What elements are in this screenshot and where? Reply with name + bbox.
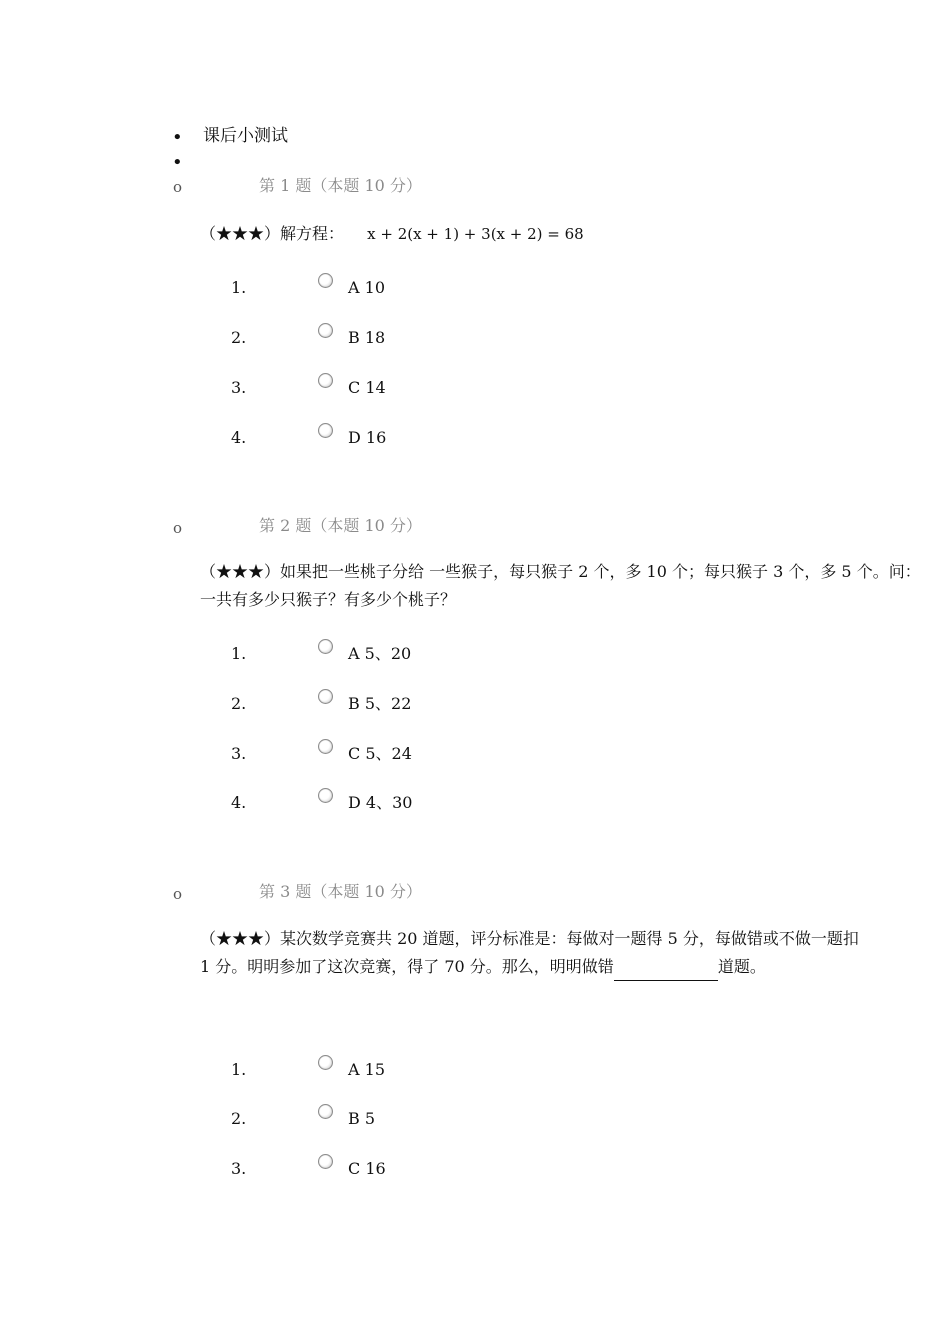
option-label[interactable]: C 16: [348, 1159, 386, 1178]
radio-button[interactable]: [318, 639, 333, 654]
equation: x + 2(x + 1) + 3(x + 2) = 68: [367, 225, 584, 243]
difficulty-stars: （★★★）: [200, 929, 281, 948]
radio-button[interactable]: [318, 1055, 333, 1070]
option-label[interactable]: A 15: [348, 1060, 385, 1079]
radio-button[interactable]: [318, 739, 333, 754]
question-text: [200, 558, 928, 614]
radio-button[interactable]: [318, 1104, 333, 1119]
question-prompt: 解方程：: [280, 224, 345, 243]
difficulty-stars: （★★★）: [200, 562, 281, 581]
radio-button[interactable]: [318, 323, 333, 338]
list-bullet: •: [172, 152, 183, 173]
option-label[interactable]: B 18: [348, 328, 386, 347]
question-header: 第 1 题（本题 10 分）: [259, 176, 422, 195]
question-prompt: 如果把一些桃子分给 一些猴子，每只猴子 2 个，多 10 个；每只猴子 3 个，多 5 个。问：一共有多少只猴子？有多少个桃子？: [200, 562, 921, 609]
difficulty-stars: （★★★）: [200, 224, 281, 243]
option-number: 2.: [231, 328, 247, 347]
option-number: 1.: [231, 644, 247, 663]
option-number: 3.: [231, 1159, 247, 1178]
radio-button[interactable]: [318, 273, 333, 288]
option-number: 4.: [231, 428, 247, 447]
option-number: 1.: [231, 1060, 247, 1079]
option-label[interactable]: D 4、30: [348, 793, 413, 812]
section-title: 课后小测试: [203, 126, 288, 146]
sublist-marker: o: [173, 519, 183, 537]
radio-button[interactable]: [318, 373, 333, 388]
question-text: [200, 220, 940, 248]
option-number: 2.: [231, 694, 247, 713]
sublist-marker: o: [173, 178, 183, 196]
radio-button[interactable]: [318, 423, 333, 438]
question-header: 第 2 题（本题 10 分）: [259, 516, 422, 535]
question-text: [200, 925, 865, 981]
option-number: 3.: [231, 744, 247, 763]
radio-button[interactable]: [318, 1154, 333, 1169]
option-label[interactable]: A 10: [348, 278, 385, 297]
option-label[interactable]: A 5、20: [348, 644, 412, 663]
radio-button[interactable]: [318, 689, 333, 704]
option-label[interactable]: B 5: [348, 1109, 376, 1128]
answer-blank: [614, 962, 718, 981]
sublist-marker: o: [173, 885, 183, 903]
option-label[interactable]: D 16: [348, 428, 387, 447]
option-number: 2.: [231, 1109, 247, 1128]
list-bullet: •: [172, 127, 183, 148]
option-label[interactable]: C 5、24: [348, 744, 412, 763]
option-label[interactable]: B 5、22: [348, 694, 412, 713]
question-prompt-end: 道题。: [717, 957, 766, 976]
option-label[interactable]: C 14: [348, 378, 386, 397]
option-number: 1.: [231, 278, 247, 297]
question-prompt: 某次数学竞赛共 20 道题，评分标准是：每做对一题得 5 分，每做错或不做一题扣 1 分。明明参加了这次竞赛，得了 70 分。那么，明明做错: [200, 929, 859, 976]
radio-button[interactable]: [318, 788, 333, 803]
option-number: 4.: [231, 793, 247, 812]
question-header: 第 3 题（本题 10 分）: [259, 882, 422, 901]
option-number: 3.: [231, 378, 247, 397]
